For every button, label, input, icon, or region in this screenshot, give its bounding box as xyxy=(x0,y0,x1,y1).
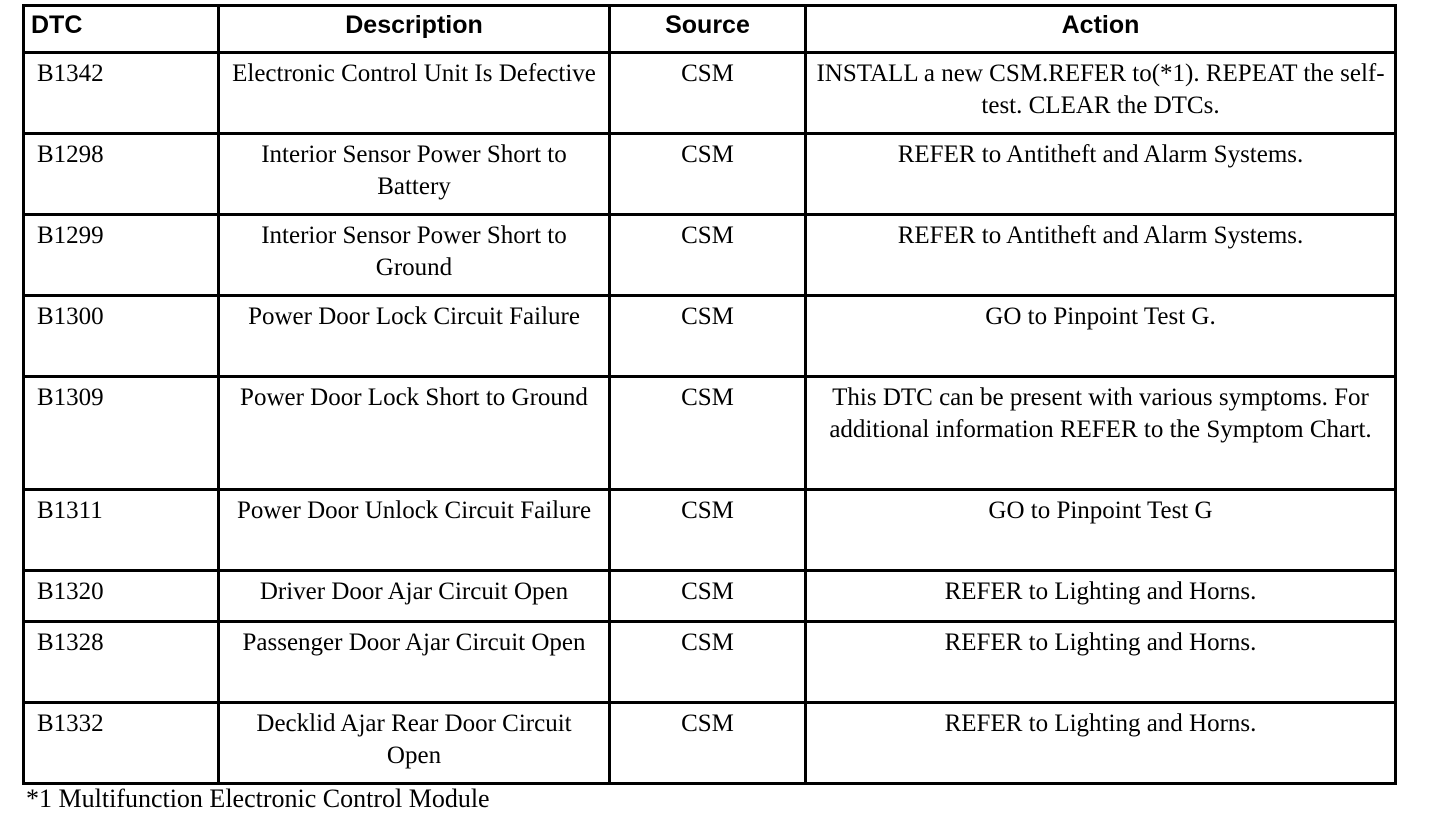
table-row xyxy=(24,490,1396,571)
header-source: Source xyxy=(610,6,806,53)
cell-dtc: B1342 xyxy=(24,53,219,134)
cell-dtc: B1298 xyxy=(24,134,219,215)
cell-description: Power Door Lock Short to Ground xyxy=(219,377,610,490)
cell-description: Decklid Ajar Rear Door Circuit Open xyxy=(219,703,610,784)
table-row xyxy=(24,571,1396,622)
cell-description: Power Door Unlock Circuit Failure xyxy=(219,490,610,571)
cell-source: CSM xyxy=(610,571,806,622)
cell-source: CSM xyxy=(610,215,806,296)
cell-source: CSM xyxy=(610,703,806,784)
cell-action: INSTALL a new CSM.REFER to(*1). REPEAT the self-test. CLEAR the DTCs. xyxy=(806,53,1396,134)
cell-dtc: B1300 xyxy=(24,296,219,377)
dtc-table-container xyxy=(22,4,1394,785)
cell-description: Passenger Door Ajar Circuit Open xyxy=(219,622,610,703)
cell-description: Interior Sensor Power Short to Battery xyxy=(219,134,610,215)
cell-action: GO to Pinpoint Test G xyxy=(806,490,1396,571)
cell-source: CSM xyxy=(610,296,806,377)
cell-action: REFER to Antitheft and Alarm Systems. xyxy=(806,134,1396,215)
table-row xyxy=(24,134,1396,215)
cell-action: REFER to Antitheft and Alarm Systems. xyxy=(806,215,1396,296)
cell-action: REFER to Lighting and Horns. xyxy=(806,622,1396,703)
header-dtc: DTC xyxy=(24,6,219,53)
cell-dtc: B1309 xyxy=(24,377,219,490)
cell-source: CSM xyxy=(610,490,806,571)
cell-dtc: B1332 xyxy=(24,703,219,784)
footnote: *1 Multifunction Electronic Control Module xyxy=(26,784,490,813)
header-row xyxy=(24,6,1396,53)
header-description: Description xyxy=(219,6,610,53)
dtc-table xyxy=(22,4,1397,785)
cell-description: Driver Door Ajar Circuit Open xyxy=(219,571,610,622)
table-row xyxy=(24,296,1396,377)
cell-action: REFER to Lighting and Horns. xyxy=(806,571,1396,622)
cell-dtc: B1311 xyxy=(24,490,219,571)
header-action: Action xyxy=(806,6,1396,53)
cell-action: This DTC can be present with various symptoms. For additional information REFER to the Symptom Chart. xyxy=(806,377,1396,490)
cell-description: Electronic Control Unit Is Defective xyxy=(219,53,610,134)
table-row xyxy=(24,622,1396,703)
table-header xyxy=(24,6,1396,53)
cell-dtc: B1320 xyxy=(24,571,219,622)
cell-dtc: B1299 xyxy=(24,215,219,296)
cell-source: CSM xyxy=(610,53,806,134)
cell-description: Interior Sensor Power Short to Ground xyxy=(219,215,610,296)
table-row xyxy=(24,215,1396,296)
cell-action: REFER to Lighting and Horns. xyxy=(806,703,1396,784)
cell-source: CSM xyxy=(610,134,806,215)
cell-dtc: B1328 xyxy=(24,622,219,703)
cell-source: CSM xyxy=(610,622,806,703)
table-row xyxy=(24,53,1396,134)
table-row xyxy=(24,703,1396,784)
cell-description: Power Door Lock Circuit Failure xyxy=(219,296,610,377)
cell-action: GO to Pinpoint Test G. xyxy=(806,296,1396,377)
table-row xyxy=(24,377,1396,490)
cell-source: CSM xyxy=(610,377,806,490)
table-body xyxy=(24,53,1396,784)
